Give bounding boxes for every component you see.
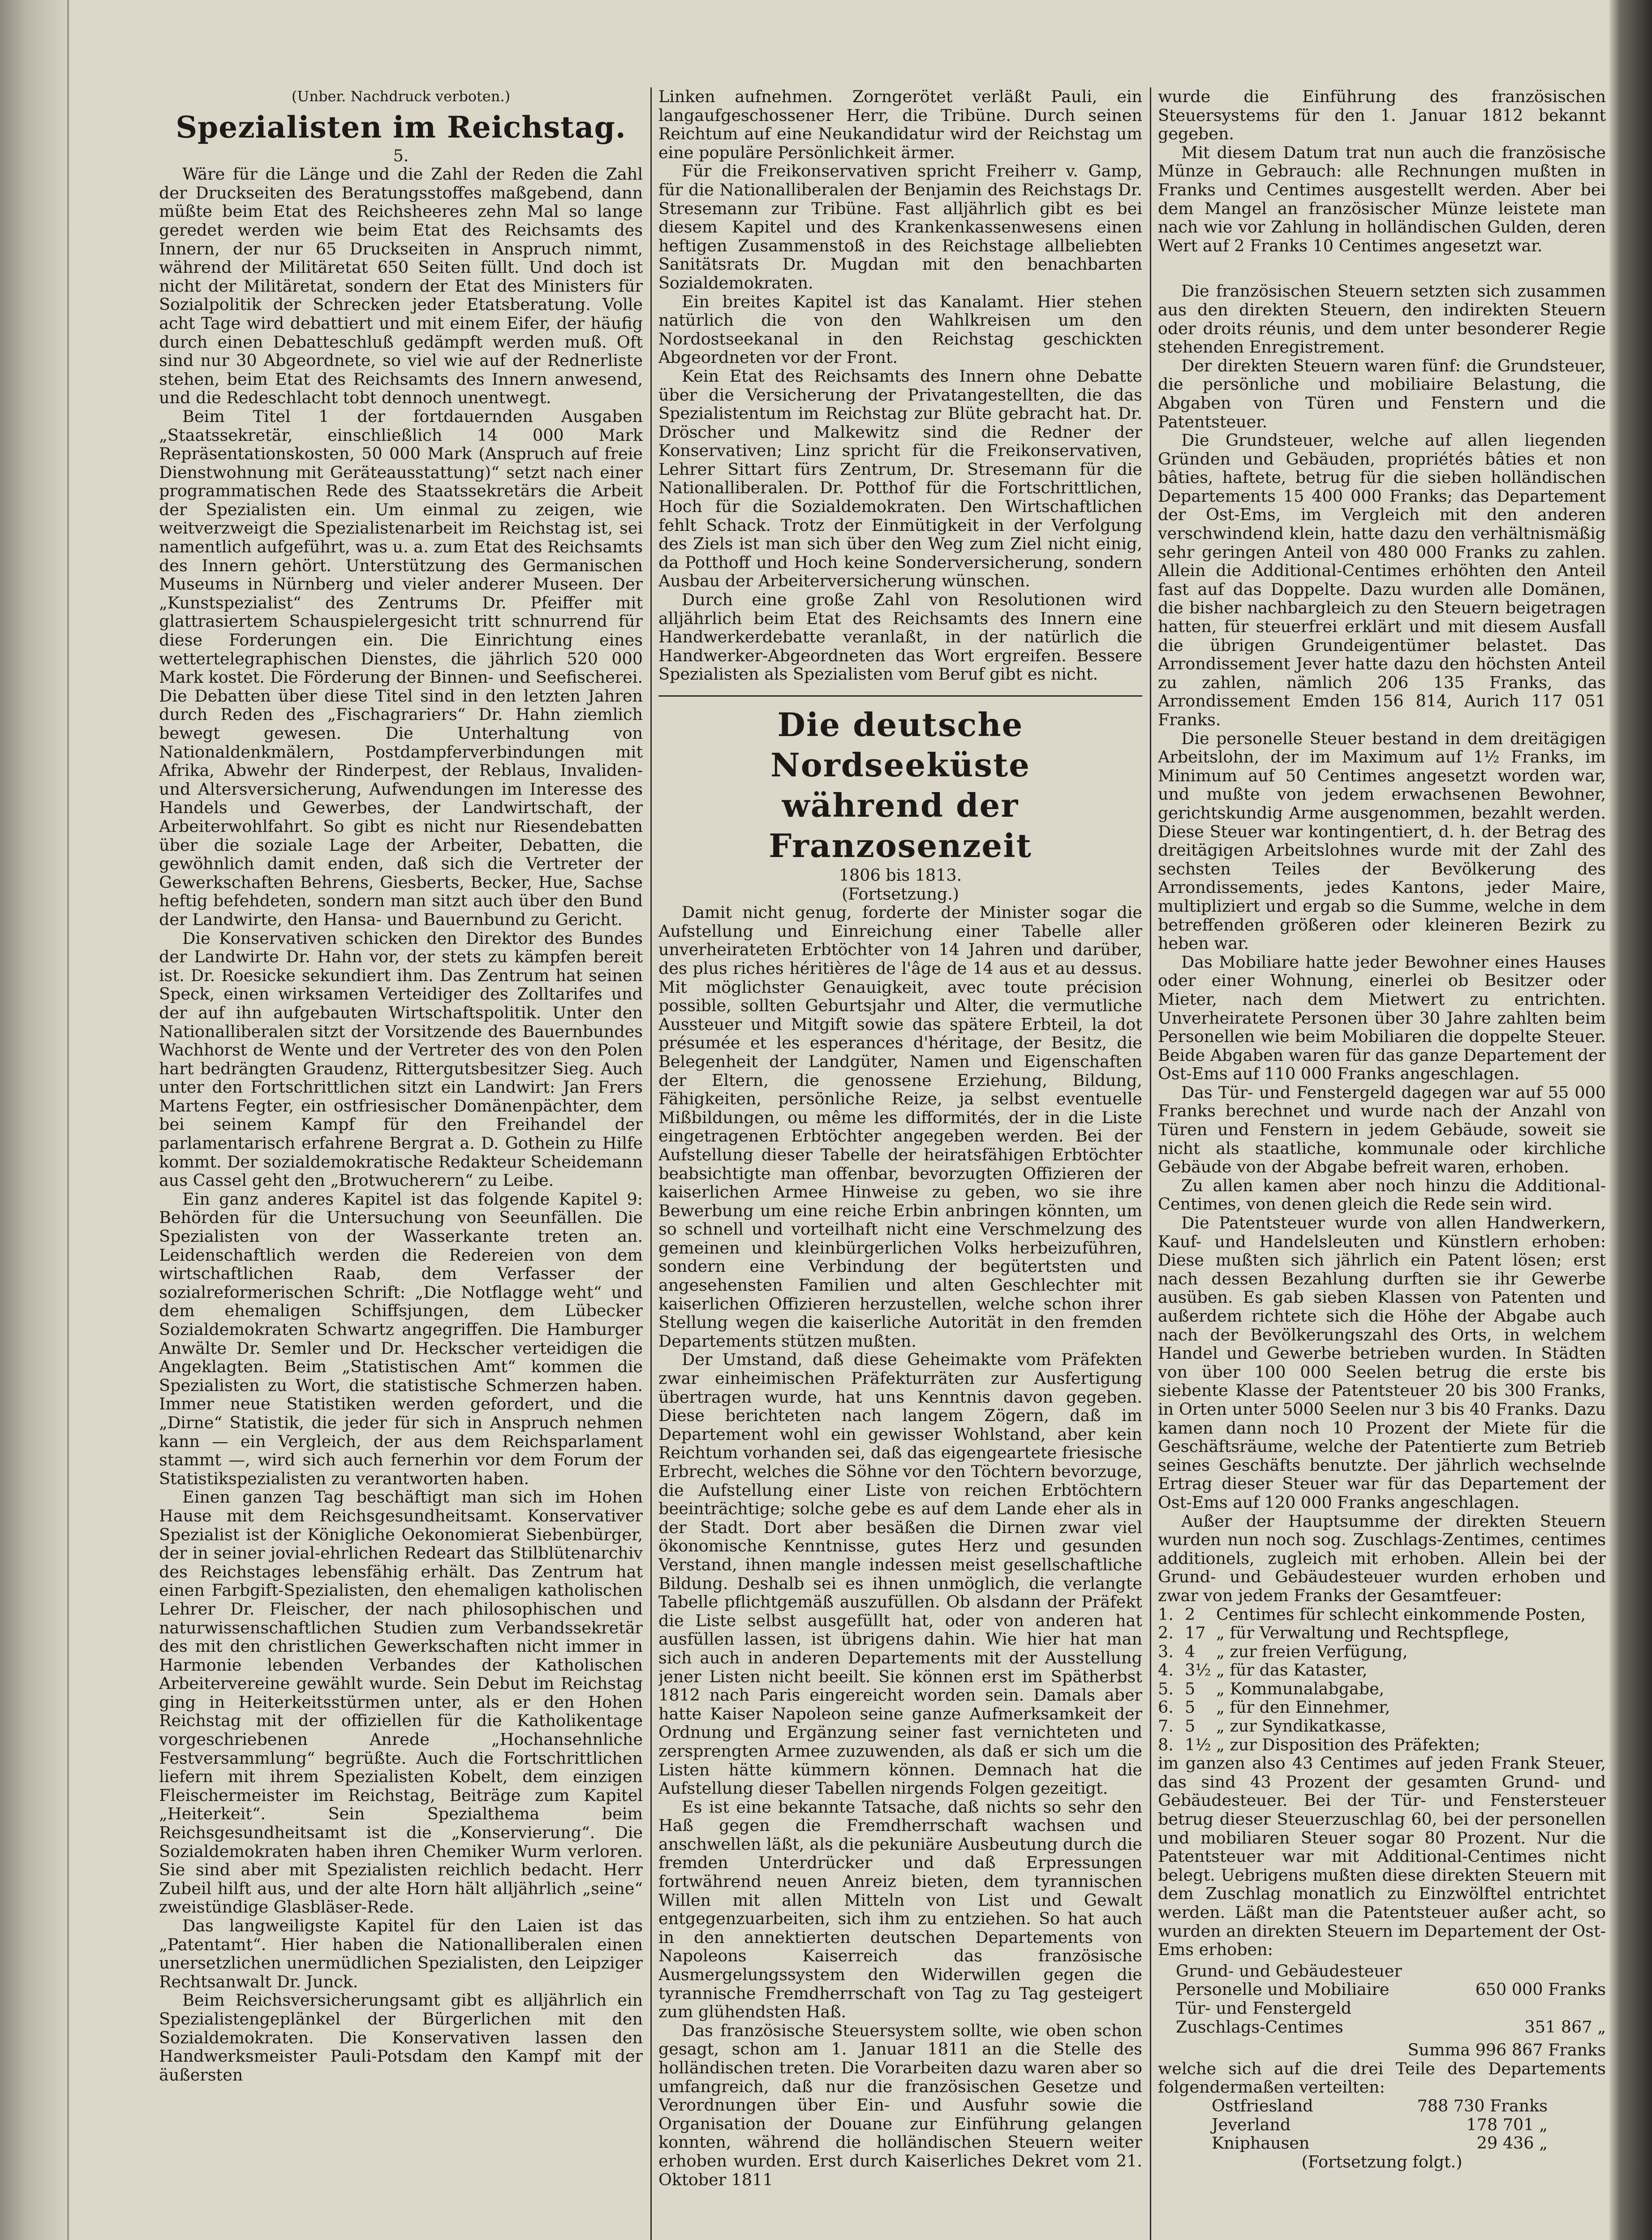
paragraph: Beim Titel 1 der fortdauernden Ausgaben „Staatssekretär, einschließlich 14 000 Mark Repräsentationskosten, 50 000 Mark (Anspruch auf freie Dienstwohnung mit Geräteausstattung)“ setzt nach einer programmatischen Rede des Staatssekretärs die Arbeit der Spezialisten ein. Um einmal zu zeigen, wie weitverzweigt die Spezialistenarbeit im Reichstag ist, sei namentlich aufgeführt, was u. a. zum Etat des Reichsamts des Innern gehört. Unterstützung des Germanischen Museums in Nürnberg und vieler anderer Museen. Der „Kunstspezialist“ des Zentrums Dr. Pfeiffer mit glattrasiertem Schauspielergesicht tritt schnurrend für diese Forderungen ein. Die Einrichtung eines wettertelegraphischen Dienstes, die jährlich 520 000 Mark kostet. Die Förderung der Binnen- und Seefischerei. Die Debatten über diese Titel sind in den letzten Jahren durch Reden des „Fischagrariers“ Dr. Hahn ziemlich bewegt gewesen. Die Unterhaltung von Nationaldenkmälern, Postdampferverbindungen mit Afrika, Abwehr der Rinderpest, der Reblaus, Invaliden- und Altersversicherung, Aufwendungen im Interesse des Handels und Gewerbes, der Landwirtschaft, der Arbeiterwohlfahrt. So gibt es nicht nur Riesendebatten über die soziale Lage der Arbeiter, Debatten, die gewöhnlich damit enden, daß sich die Vertreter der Gewerkschaften Behrens, Giesberts, Becker, Hue, Sachse heftig befehdeten, sondern man sitzt auch über den Bund der Landwirte, den Hansa- und Bauernbund zu Gericht. xyxy=(159,406,643,929)
paragraph: Es ist eine bekannte Tatsache, daß nichts so sehr den Haß gegen die Fremdherrschaft wachsen und anschwellen läßt, als die pekuniäre Ausbeutung durch die fremden Unterdrücker und daß Erpressungen fortwährend neuen Anreiz bieten, dem tyrannischen Willen mit allen Mitteln von List und Gewalt entgegenzuarbeiten, sich ihm zu entziehen. So hat auch in den annektierten deutschen Departements von Napoleons Kaiserreich das französische Ausmergelungssystem den Widerwillen gegen die tyrannische Fremdherrschaft von Tag zu Tag gesteigert zum glühendsten Haß. xyxy=(658,1797,1142,2022)
paragraph: Die personelle Steuer bestand in dem dreitägigen Arbeitslohn, der im Maximum auf 1½ Franks, im Minimum auf 50 Centimes angesetzt worden war, und mußte von jedem erwachsenen Bewohner, gerichtskundig Arme ausgenommen, bezahlt werden. Diese Steuer war kontingentiert, d. h. der Betrag des dreitägigen Arbeitslohnes wurde mit der Zahl des sechsten Teiles der Bevölkerung des Arrondissements, jedes Kantons, jeder Maire, multipliziert und ergab so die Summe, welche in dem betreffenden größeren oder kleineren Bezirk zu heben war. xyxy=(1158,728,1606,953)
centimes-table xyxy=(1158,1605,1606,1754)
column-right xyxy=(1158,87,1606,2240)
table-row: 4. 3½ „ für das Kataster, xyxy=(1158,1660,1368,1680)
table-row: Personelle und Mobiliaire 650 000 Franks xyxy=(1176,1980,1606,1999)
table-row: Ostfriesland 788 730 Franks xyxy=(1212,2096,1548,2115)
paragraph: Zu allen kamen aber noch hinzu die Additional-Centimes, von denen gleich die Rede sein wird. xyxy=(1158,1176,1606,1214)
page-fold-line xyxy=(67,0,69,2240)
paragraph: Linken aufnehmen. Zorngerötet verläßt Pauli, ein langaufgeschossener Herr, die Tribüne. Durch seinen Reichtum auf eine Neukandidatur wird der Reichstag um eine populäre Persönlichkeit ärmer. xyxy=(658,87,1142,162)
paragraph: Kein Etat des Reichsamts des Innern ohne Debatte über die Versicherung der Privatangestellten, die das Spezialistentum im Reichstag zur Blüte gebracht hat. Dr. Dröscher und Malkewitz sind die Redner der Konservativen; Linz spricht für die Freikonservativen, Lehrer Sittart fürs Zentrum, Dr. Stresemann für die Nationalliberalen. Dr. Potthof für die Fortschrittlichen, Hoch für die Sozialdemokraten. Den Wirtschaftlichen fehlt Schack. Trotz der Einmütigkeit in der Verfolgung des Ziels ist man sich über den Weg zum Ziel nicht einig, da Potthoff und Hoch keine Sonderversicherung, sondern Ausbau der Arbeiterversicherung wünschen. xyxy=(658,366,1142,591)
paragraph: Das französische Steuersystem sollte, wie oben schon gesagt, schon am 1. Januar 1811 an die Stelle des holländischen treten. Die Vorarbeiten dazu waren aber so umfangreich, daß nur die französischen Gesetze und Verordnungen über Ein- und Ausfuhr sowie die Organisation der Douane zur Einführung gelangen konnten, während die holländischen Steuern weiter erhoben wurden. Erst durch Kaiserliches Dekret vom 21. Oktober 1811 xyxy=(658,2020,1142,2189)
paragraph: Wäre für die Länge und die Zahl der Reden die Zahl der Druckseiten des Beratungsstoffes maßgebend, dann müßte beim Etat des Reichsheeres zehn Mal so lange geredet werden wie beim Etat des Reichsamts des Innern, der nur 65 Druckseiten in Anspruch nimmt, während der Militäretat 650 Seiten füllt. Und doch ist nicht der Militäretat, sondern der Etat des Ministers für Sozialpolitik der Schrecken jeder Etatsberatung. Volle acht Tage wird debattiert und mit einem Eifer, der häufig durch einen Debatteschluß gedämpft werden muß. Oft sind nur 30 Abgeordnete, so viel wie auf der Rednerliste stehen, beim Etat des Reichsamts des Innern anwesend, und die Redeschlacht tobt dennoch unentwegt. xyxy=(159,164,643,408)
paragraph: Ein ganz anderes Kapitel ist das folgende Kapitel 9: Behörden für die Untersuchung von Seeunfällen. Die Spezialisten von der Wasserkante treten an. Leidenschaftlich werden die Redereien von dem wirtschaftlichen Raab, dem Verfasser der sozialreformerischen Schrift: „Die Notflagge weht“ und dem ehemaligen Schiffsjungen, dem Lübecker Sozialdemokraten Schwartz angegriffen. Die Hamburger Anwälte Dr. Semler und Dr. Heckscher verteidigen die Angeklagten. Beim „Statistischen Amt“ kommen die Spezialisten zu Wort, die statistische Schmerzen haben. Immer neue Statistiken werden gefordert, und die „Dirne“ Statistik, die jeder für sich in Anspruch nehmen kann — ein Vergleich, der aus dem Reichsparlament stammt —, wird sich auch fernerhin vor dem Forum der Statistikspezialisten zu verantworten haben. xyxy=(159,1189,643,1488)
to-be-continued: (Fortsetzung folgt.) xyxy=(1301,2152,1463,2171)
article-title-line-2: während der Franzosenzeit xyxy=(769,786,1032,865)
table-row: 3. 4 „ zur freien Verfügung, xyxy=(1158,1641,1408,1661)
paragraph: welche sich auf die drei Teile des Departements folgendermaßen verteilten: xyxy=(1158,2059,1606,2097)
paragraph: Durch eine große Zahl von Resolutionen wird alljährlich beim Etat des Reichsamts des Innern eine Handwerkerdebatte veranlaßt, in der natürlich die Handwerker-Abgeordneten das Wort ergreifen. Bessere Spezialisten als Spezialisten vom Beruf gibt es nicht. xyxy=(658,590,1142,684)
table-row: 1. 2 Centimes für schlecht einkommende Posten, xyxy=(1158,1604,1586,1624)
table-row: Jeverland 178 701 „ xyxy=(1212,2115,1548,2134)
paragraph: Die französischen Steuern setzten sich zusammen aus den direkten Steuern, den indirekten Steuern oder droits réunis, und dem unter besonderer Regie stehenden Enregistrement. xyxy=(1158,281,1606,357)
article-years: 1806 bis 1813. xyxy=(839,866,962,885)
table-row: 8. 1½ „ zur Disposition des Präfekten; xyxy=(1158,1735,1480,1754)
article-part-number: 5. xyxy=(393,146,409,165)
paragraph: Das Tür- und Fenstergeld dagegen war auf 55 000 Franks berechnet und wurde nach der Anzahl von Türen und Fenstern in jedem Gebäude, soweit sie nicht als staatliche, kommunale oder kirchliche Gebäude von der Abgabe befreit waren, erhoben. xyxy=(1158,1082,1606,1177)
page-edge xyxy=(1609,0,1652,2240)
table-row: Zuschlags-Centimes 351 867 „ xyxy=(1176,2017,1606,2037)
book-binding xyxy=(0,0,67,2240)
column-middle xyxy=(658,87,1142,2240)
paragraph: Der direkten Steuern waren fünf: die Grundsteuer, die persönliche und mobiliaire Belastung, die Abgaben von Türen und Fenstern und die Patentsteuer. xyxy=(1158,356,1606,431)
paragraph: Beim Reichsversicherungsamt gibt es alljährlich ein Spezialistengeplänkel der Bürgerlichen mit den Sozialdemokraten. Die Konservativen lassen den Handwerksmeister Pauli-Potsdam den Kampf mit der äußersten xyxy=(159,1990,643,2085)
paragraph: Mit diesem Datum trat nun auch die französische Münze in Gebrauch: alle Rechnungen mußten in Franks und Centimes ausgestellt werden. Aber bei dem Mangel an französischer Münze leistete man nach wie vor Zahlung in holländischen Gulden, deren Wert auf 2 Franks 10 Centimes angesetzt war. xyxy=(1158,142,1606,255)
paragraph: Die Patentsteuer wurde von allen Handwerkern, Kauf- und Handelsleuten und Künstlern erhoben: Diese mußten sich jährlich ein Patent lösen; erst nach dessen Bezahlung durften sie ihr Gewerbe ausüben. Es gab sieben Klassen von Patenten und außerdem richtete sich die Höhe der Abgabe auch nach der Bevölkerungszahl des Orts, in welchem Handel und Gewerbe betrieben wurden. In Städten von über 100 000 Seelen betrug die erste bis siebente Klasse der Patentsteuer 20 bis 300 Franks, in Orten unter 5000 Seelen nur 3 bis 40 Franks. Dazu kamen dann noch 10 Prozent der Miete für die Geschäftsräume, welche der Patentierte zum Betrieb seines Geschäfts benutzte. Der jährlich wechselnde Ertrag dieser Steuer war für das Departement der Ost-Ems auf 120 000 Franks angeschlagen. xyxy=(1158,1213,1606,1512)
paragraph: Damit nicht genug, forderte der Minister sogar die Aufstellung und Einreichung einer Tabelle aller unverheirateten Erbtöchter von 14 Jahren und darüber, des plus riches héritières de l'âge de 14 aus et au dessus. Mit möglichster Genauigkeit, avec toute précision possible, sollten Geburtsjahr und Alter, die vermutliche Aussteuer und Mitgift sowie das spätere Erbteil, la dot présumée et les esperances d'héritage, der Besitz, die Belegenheit der Landgüter, Namen und Eigenschaften der Eltern, die genossene Erziehung, Bildung, Fähigkeiten, persönliche Reize, ja selbst eventuelle Mißbildungen, ou même les difformités, der in die Liste eingetragenen Erbtöchter angegeben werden. Bei der Aufstellung dieser Tabelle der heiratsfähigen Erbtöchter beabsichtigte man offenbar, bevorzugten Offizieren der kaiserlichen Armee Hinweise zu geben, wo sie ihre Bewerbung um eine reiche Erbin anbringen könnten, um so schnell und vorteilhaft nicht eine Verschmelzung des gemeinen und kleinbürgerlichen Volks herbeizuführen, sondern eine Verbindung der begütertsten und angesehensten Familien und alten Geschlechter mit kaiserlichen Offizieren herzustellen, welche schon ihrer Stellung wegen die kaiserliche Autorität in den fremden Departements stützen mußten. xyxy=(658,903,1142,1351)
column-rule-1 xyxy=(650,87,652,2240)
paragraph: Außer der Hauptsumme der direkten Steuern wurden nun noch sog. Zuschlags-Zentimes, centimes additionels, zugleich mit erhoben. Allein bei der Grund- und Gebäudesteuer wurden erhoben und zwar von jedem Franks der Gesamtfeuer: xyxy=(1158,1511,1606,1605)
column-rule-2 xyxy=(1150,87,1151,2240)
paragraph: Das Mobiliare hatte jeder Bewohner eines Hauses oder einer Wohnung, einerlei ob Besitzer oder Mieter, nach dem Mietwert zu entrichten. Unverheiratete Personen über 30 Jahre zahlten beim Personellen wie beim Mobiliaren die doppelte Steuer. Beide Abgaben waren für das ganze Departement der Ost-Ems auf 110 000 Franks angeschlagen. xyxy=(1158,952,1606,1084)
paragraph: Ein breites Kapitel ist das Kanalamt. Hier stehen natürlich die von den Wahlkreisen um den Nordostseekanal in den Reichstag geschickten Abgeordneten vor der Front. xyxy=(658,292,1142,367)
paragraph: Für die Freikonservativen spricht Freiherr v. Gamp, für die Nationalliberalen der Benjamin des Reichstags Dr. Stresemann zur Tribüne. Fast alljährlich gibt es bei diesem Kapitel und des Krankenkassenwesens einen heftigen Zusammenstoß in des Reichstage allbeliebten Sanitätsrats Dr. Mugdan mit den benachbarten Sozialdemokraten. xyxy=(658,161,1142,293)
table-row: Kniphausen 29 436 „ xyxy=(1212,2133,1548,2153)
paragraph: Der Umstand, daß diese Geheimakte vom Präfekten zwar einheimischen Präfekturräten zur Ausfertigung übertragen wurde, hat uns Kenntnis davon gegeben. Diese berichteten nach langem Zögern, daß im Departement wohl ein gewisser Wohlstand, aber kein Reichtum vorhanden sei, daß das eigengeartete friesische Erbrecht, welches die Söhne vor den Töchtern bevorzuge, die Aufstellung einer Liste von reichen Erbtöchtern beeinträchtige; solche gebe es auf dem Lande eher als in der Stadt. Dort aber besäßen die Dirnen zwar viel ökonomische Kenntnisse, gutes Herz und gesunden Verstand, ihnen mangle indessen meist gesellschaftliche Bildung. Deshalb sei es ihnen unmöglich, die verlangte Tabelle pflichtgemäß auszufüllen. Ob alsdann der Präfekt die Liste selbst ausgefüllt hat, oder von anderen hat ausfüllen lassen, ist übrigens dahin. Wie hier hat man sich auch in anderen Departements mit der Ausstellung jener Listen nicht beeilt. Sie können erst im Spätherbst 1812 nach Paris eingereicht worden sein. Damals aber hatte Kaiser Napoleon seine ganze Aufmerksamkeit der Ordnung und Ergänzung seiner fast vernichteten und zersprengten Armee zuzuwenden, als daß er sich um die Listen hätte kümmern können. Demnach hat die Aufstellung dieser Tabellen nirgends Folgen gezeitigt. xyxy=(658,1350,1142,1798)
spacer xyxy=(1158,255,1606,282)
tax-items-table xyxy=(1158,1962,1606,2036)
column-left xyxy=(159,87,643,2240)
distribution-table xyxy=(1212,2097,1548,2153)
section-divider xyxy=(658,695,1142,697)
table-row: Tür- und Fenstergeld xyxy=(1176,1998,1352,2018)
article-title-line-1: Die deutsche Nordseeküste xyxy=(770,706,1031,784)
summa-total: Summa 996 867 Franks xyxy=(1407,2040,1606,2060)
paragraph: Die Konservativen schicken den Direktor des Bundes der Landwirte Dr. Hahn vor, der stets zu kämpfen bereit ist. Dr. Roesicke sekundiert ihm. Das Zentrum hat seinen Speck, einen wirksamen Verteidiger des Zolltarifes und der auf ihn aufgebauten Wirtschaftspolitik. Unter den Nationalliberalen sitzt der Vorsitzende des Bauernbundes Wachhorst de Wente und der Vertreter des von den Polen hart bedrängten Graudenz, Rittergutsbesitzer Sieg. Auch unter den Fortschrittlichen sitzt ein Landwirt: Jan Frers Martens Fegter, ein ostfriesischer Domänenpächter, dem bei seinem Kampf für den Freihandel der parlamentarisch erfahrene Bergrat a. D. Gothein zu Hilfe kommt. Der sozialdemokratische Redakteur Scheidemann aus Cassel geht den „Brotwucherern“ zu Leibe. xyxy=(159,928,643,1190)
table-row: 6. 5 „ für den Einnehmer, xyxy=(1158,1697,1390,1717)
table-row: 2. 17 „ für Verwaltung und Rechtspflege, xyxy=(1158,1623,1510,1643)
table-row: Grund- und Gebäudesteuer xyxy=(1176,1961,1402,1981)
paragraph: Das langweiligste Kapitel für den Laien ist das „Patentamt“. Hier haben die Nationalliberalen einen unersetzlichen unermüdlichen Spezialisten, den Leipziger Rechtsanwalt Dr. Junck. xyxy=(159,1916,643,1991)
table-row: 7. 5 „ zur Syndikatkasse, xyxy=(1158,1716,1386,1736)
reprint-notice: (Unber. Nachdruck verboten.) xyxy=(291,88,511,105)
table-row: 5. 5 „ Kommunalabgabe, xyxy=(1158,1679,1385,1698)
article-continued-label: (Fortsetzung.) xyxy=(841,884,959,904)
paragraph: Einen ganzen Tag beschäftigt man sich im Hohen Hause mit dem Reichsgesundheitsamt. Konservativer Spezialist ist der Königliche Oekonomierat Siebenbürger, der in seiner jovial-ehrlichen Redeart das Stilblütenarchiv des Reichstages lebensfähig erhält. Das Zentrum hat einen Farbgift-Spezialisten, den ehemaligen katholischen Lehrer Dr. Fleischer, der nach philosophischen und naturwissenschaftlichen Studien zum Verbandssekretär des mit den christlichen Gewerkschaften nicht immer in Harmonie lebenden Verbandes der Katholischen Arbeitervereine gewählt wurde. Sein Debut im Reichstag ging in Heiterkeitsstürmen unter, als er den Hohen Reichstag mit der offiziellen für die Katholikentage vorgeschriebenen Anrede „Hochansehnliche Festversammlung“ begrüßte. Auch die Fortschrittlichen liefern mit ihrem Spezialisten Kobelt, dem einzigen Fleischermeister im Reichstag, Beiträge zum Kapitel „Heiterkeit“. Sein Spezialthema beim Reichsgesundheitsamt ist die „Konservierung“. Die Sozialdemokraten haben ihren Chemiker Wurm verloren. Sie sind aber mit Spezialisten reichlich bedacht. Herr Zubeil hilft aus, und der alte Horn hält alljährlich „seine“ zweistündige Glasbläser-Rede. xyxy=(159,1487,643,1917)
article-title-spezialisten: Spezialisten im Reichstag. xyxy=(176,109,626,145)
paragraph: wurde die Einführung des französischen Steuersystems für den 1. Januar 1812 bekannt gegeben. xyxy=(1158,87,1606,144)
paragraph: im ganzen also 43 Centimes auf jeden Frank Steuer, das sind 43 Prozent der gesamten Grund- und Gebäudesteuer. Bei der Tür- und Fenstersteuer betrug dieser Steuerzuschlag 60, bei der personellen und mobiliaren Steuer sogar 80 Prozent. Nur die Patentsteuer war mit Additional-Centimes nicht belegt. Uebrigens mußten diese direkten Steuern mit dem Zuschlag monatlich zu Einzwölftel entrichtet werden. Läßt man die Patentsteuer außer acht, so wurden an direkten Steuern im Departement der Ost-Ems erhoben: xyxy=(1158,1753,1606,1960)
paragraph: Die Grundsteuer, welche auf allen liegenden Gründen und Gebäuden, propriétés bâties et non bâties, haftete, betrug für die sieben holländischen Departements 15 400 000 Franks; das Departement der Ost-Ems, im Vergleich mit den anderen verschwindend klein, hatte dazu den verhältnismäßig sehr geringen Anteil von 480 000 Franks zu zahlen. Allein die Additional-Centimes erhöhten den Anteil fast auf das Doppelte. Dazu wurden alle Domänen, die bisher nachbargleich zu den Steuern beigetragen hatten, für steuerfrei erklärt und mit diesem Ausfall die übrigen Grundeigentümer belastet. Das Arrondissement Jever hatte dazu den höchsten Anteil zu zahlen, nämlich 206 135 Franks, das Arrondissement Emden 156 814, Aurich 117 051 Franks. xyxy=(1158,431,1606,729)
